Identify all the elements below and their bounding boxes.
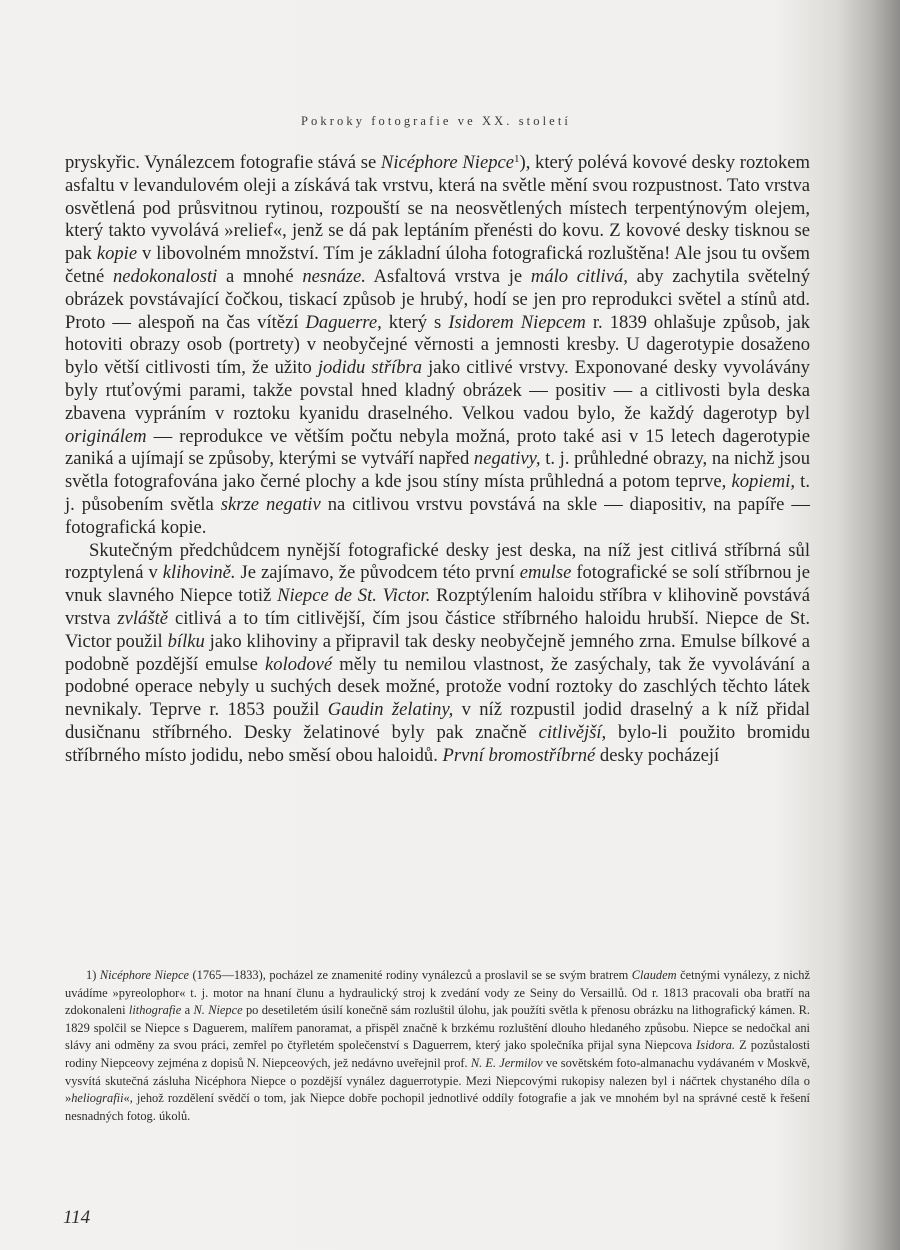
footnote-marker: 1) — [86, 968, 97, 982]
emphasis: Nicéphore Niepce — [380, 152, 515, 173]
emphasis: klihovině. — [162, 562, 236, 584]
paragraph-1 — [65, 152, 810, 540]
text-run: r. 1839 ohlašuje způsob, jak hotoviti obrazy osob (portrety) v neobyčejné věrnosti a jemnosti kresby. U dagerotypie dosaženo bylo větší citlivosti tím, že užito — [65, 311, 810, 379]
text-run: fotografické se solí stříbrnou je vnuk slavného Niepce totiž — [65, 562, 810, 607]
text-run: pryskyřic. Vynálezcem fotografie stává se — [65, 152, 381, 173]
emphasis: emulse — [519, 562, 572, 584]
text-run: ), který polévá kovové desky roztokem asfaltu v levandulovém oleji a získává tak vrstvu, která na světle mění svou rozpustnost. Tato vrstva osvětlená pod průsvitnou rytinou, rozpouští se na neosvětlených místech terpentýnovým olejem, který takto vyvolává »relief«, jenž se dá pak leptáním přenésti do kovu. Z kovové desky tisknou se pak — [65, 152, 810, 265]
text-run: v libovolném množství. Tím je základní úloha fotografická rozluštěna! Ale jsou tu ovšem četné — [65, 243, 810, 287]
emphasis: lithografie — [128, 1003, 182, 1018]
text-run: v níž rozpustil jodid draselný a k níž přidal dusičnanu stříbrného. Desky želatinové byly pak značně — [65, 699, 810, 743]
running-head: Pokroky fotografie ve XX. století — [301, 114, 571, 128]
text-run: Rozptýlením haloidu stříbra v klihovině povstává vrstva — [65, 585, 810, 629]
text-run: desky pocházejí — [595, 744, 720, 766]
text-run: t. j. průhledné obrazy, na nichž jsou světla fotografována jako černé plochy a kde jsou stíny místa průhledná a potom teprve, — [65, 448, 811, 493]
emphasis: Isidorem Niepcem — [448, 311, 586, 333]
emphasis: bílku — [167, 630, 205, 652]
text-run: Skutečným předchůdcem nynější fotografické desky jest deska, na níž jest citlivá stříbrná sůl rozptylená v — [65, 539, 810, 584]
emphasis: Daguerre, — [305, 311, 382, 333]
emphasis: Isidora. — [696, 1038, 736, 1053]
footnote-1 — [65, 967, 810, 1125]
emphasis: citlivější, — [538, 721, 607, 743]
emphasis: Nicéphore Niepce — [99, 968, 189, 982]
text-run: t. j. působením světla — [65, 471, 810, 515]
text-run: «, jehož rozdělení svědčí o tom, jak Niepce dobře pochopil jednotlivé oddíly fotografie a jak ve mnohém byl na správné cestě k řešení nesnadných fotog. úkolů. — [65, 1091, 810, 1123]
footnote-block — [65, 967, 810, 1125]
text-run: po desetiletém úsilí konečně sám rozluštil úlohu, jak použíti světla k přenosu obrázku na lithografický kámen. R. 1829 spolčil se Niepce s Daguerem, malířem panoramat, a přispěl značně k brzkému rozluštění dlouho hledaného způsobu. Niepce se nedočkal ani slávy ani odměny za svou práci, zemřel po čtyřletém společenství s Daguerrem, který jako společníka přijal syna Niepcova — [65, 1003, 810, 1053]
emphasis: Niepce de St. Victor. — [277, 585, 431, 607]
text-run: na citlivou vrstvu povstává na skle — diapositiv, na papíře — fotografická kopie. — [65, 493, 811, 538]
emphasis: jodidu stříbra — [317, 357, 423, 379]
paragraph-2 — [65, 540, 810, 768]
emphasis: kolodové — [265, 653, 333, 675]
emphasis: skrze negativ — [220, 493, 321, 515]
emphasis: N. E. Jermilov — [470, 1055, 543, 1070]
main-text — [65, 152, 810, 768]
text-run: měly tu nemilou vlastnost, že zasýchaly, tak že vyvolávání a podobné operace nebyly u suchých desek možné, protože vodní roztoky do zaschlých těchto látek nevnikaly. Teprve r. 1853 použil — [65, 653, 810, 721]
text-run: četnými vynálezy, z nichž uvádíme »pyreolophor« t. j. motor na hnaní člunu a hydraulický stroj k zvedání vody ze Seiny do Versaillů. Od r. 1813 pracovali oba bratří na zdokonaleni — [65, 968, 810, 1018]
emphasis: málo citlivá, — [530, 265, 628, 287]
emphasis: originálem — [65, 425, 147, 447]
emphasis: kopiemi, — [731, 471, 796, 493]
page-number: 114 — [63, 1207, 91, 1228]
text-run: — reprodukce ve větším počtu nebyla možná, proto také asi v 15 letech dagerotypie zaniká a ujímají se způsoby, kterými se vytváří napřed — [65, 425, 810, 470]
text-run: a mnohé — [217, 265, 303, 287]
text-run: jako klihoviny a připravil tak desky neobyčejně jemného zrna. Emulse bílkové a podobně pozdější emulse — [65, 630, 810, 675]
text-run: citlivá a to tím citlivější, čím jsou částice stříbrného haloidu hrubší. Niepce de St. Victor použil — [65, 607, 810, 652]
emphasis: nedokonalosti — [112, 265, 218, 287]
text-run: který s — [381, 311, 449, 333]
footnote-ref: 1 — [514, 153, 520, 165]
emphasis: zvláště — [117, 607, 168, 629]
emphasis: Claudem — [631, 968, 677, 982]
text-run: a — [181, 1003, 194, 1018]
emphasis: N. Niepce — [193, 1003, 243, 1018]
text-run: jako citlivé vrstvy. Exponované desky vyvolávány byly rtuťovými parami, takže povstal hned kladný obrázek — positiv — a citlivosti byla deska zbavena vypráním v roztoku kyanidu draselného. Velkou vadou bylo, že každý dagerotyp byl — [65, 357, 810, 424]
emphasis: negativy, — [473, 448, 541, 470]
text-run: Je zajímavo, že původcem této první — [235, 562, 520, 584]
text-run: Asfaltová vrstva je — [365, 265, 531, 287]
text-run: aby zachytila světelný obrázek povstávající čočkou, tiskací způsob je hrubý, hodí se jen pro reprodukci světel a stínů atd. Proto — alespoň na čas vítězí — [65, 265, 811, 333]
text-run: Z pozůstalosti rodiny Niepceovy zejména z dopisů N. Niepceových, jež nedávno uveřejnil prof. — [65, 1038, 810, 1070]
emphasis: kopie — [96, 243, 138, 265]
emphasis: heliografii — [71, 1091, 124, 1106]
emphasis: nesnáze. — [302, 265, 366, 287]
text-run: (1765—1833), pocházel ze znamenité rodiny vynálezců a proslavil se se svým bratrem — [188, 968, 632, 982]
emphasis: První bromostříbrné — [442, 744, 596, 766]
emphasis: Gaudin želatiny, — [327, 699, 454, 721]
text-run: bylo-li použito bromidu stříbrného místo jodidu, nebo směsí obou haloidů. — [65, 721, 811, 766]
text-run: ve sovětském foto-almanachu vydávaném v Moskvě, vysvítá skutečná zásluha Nicéphora Niepce o pozdější vynález daguerrotypie. Mezi Niepcovými rukopisy nalezen byl i náčrtek chystaného díla o » — [65, 1055, 810, 1106]
